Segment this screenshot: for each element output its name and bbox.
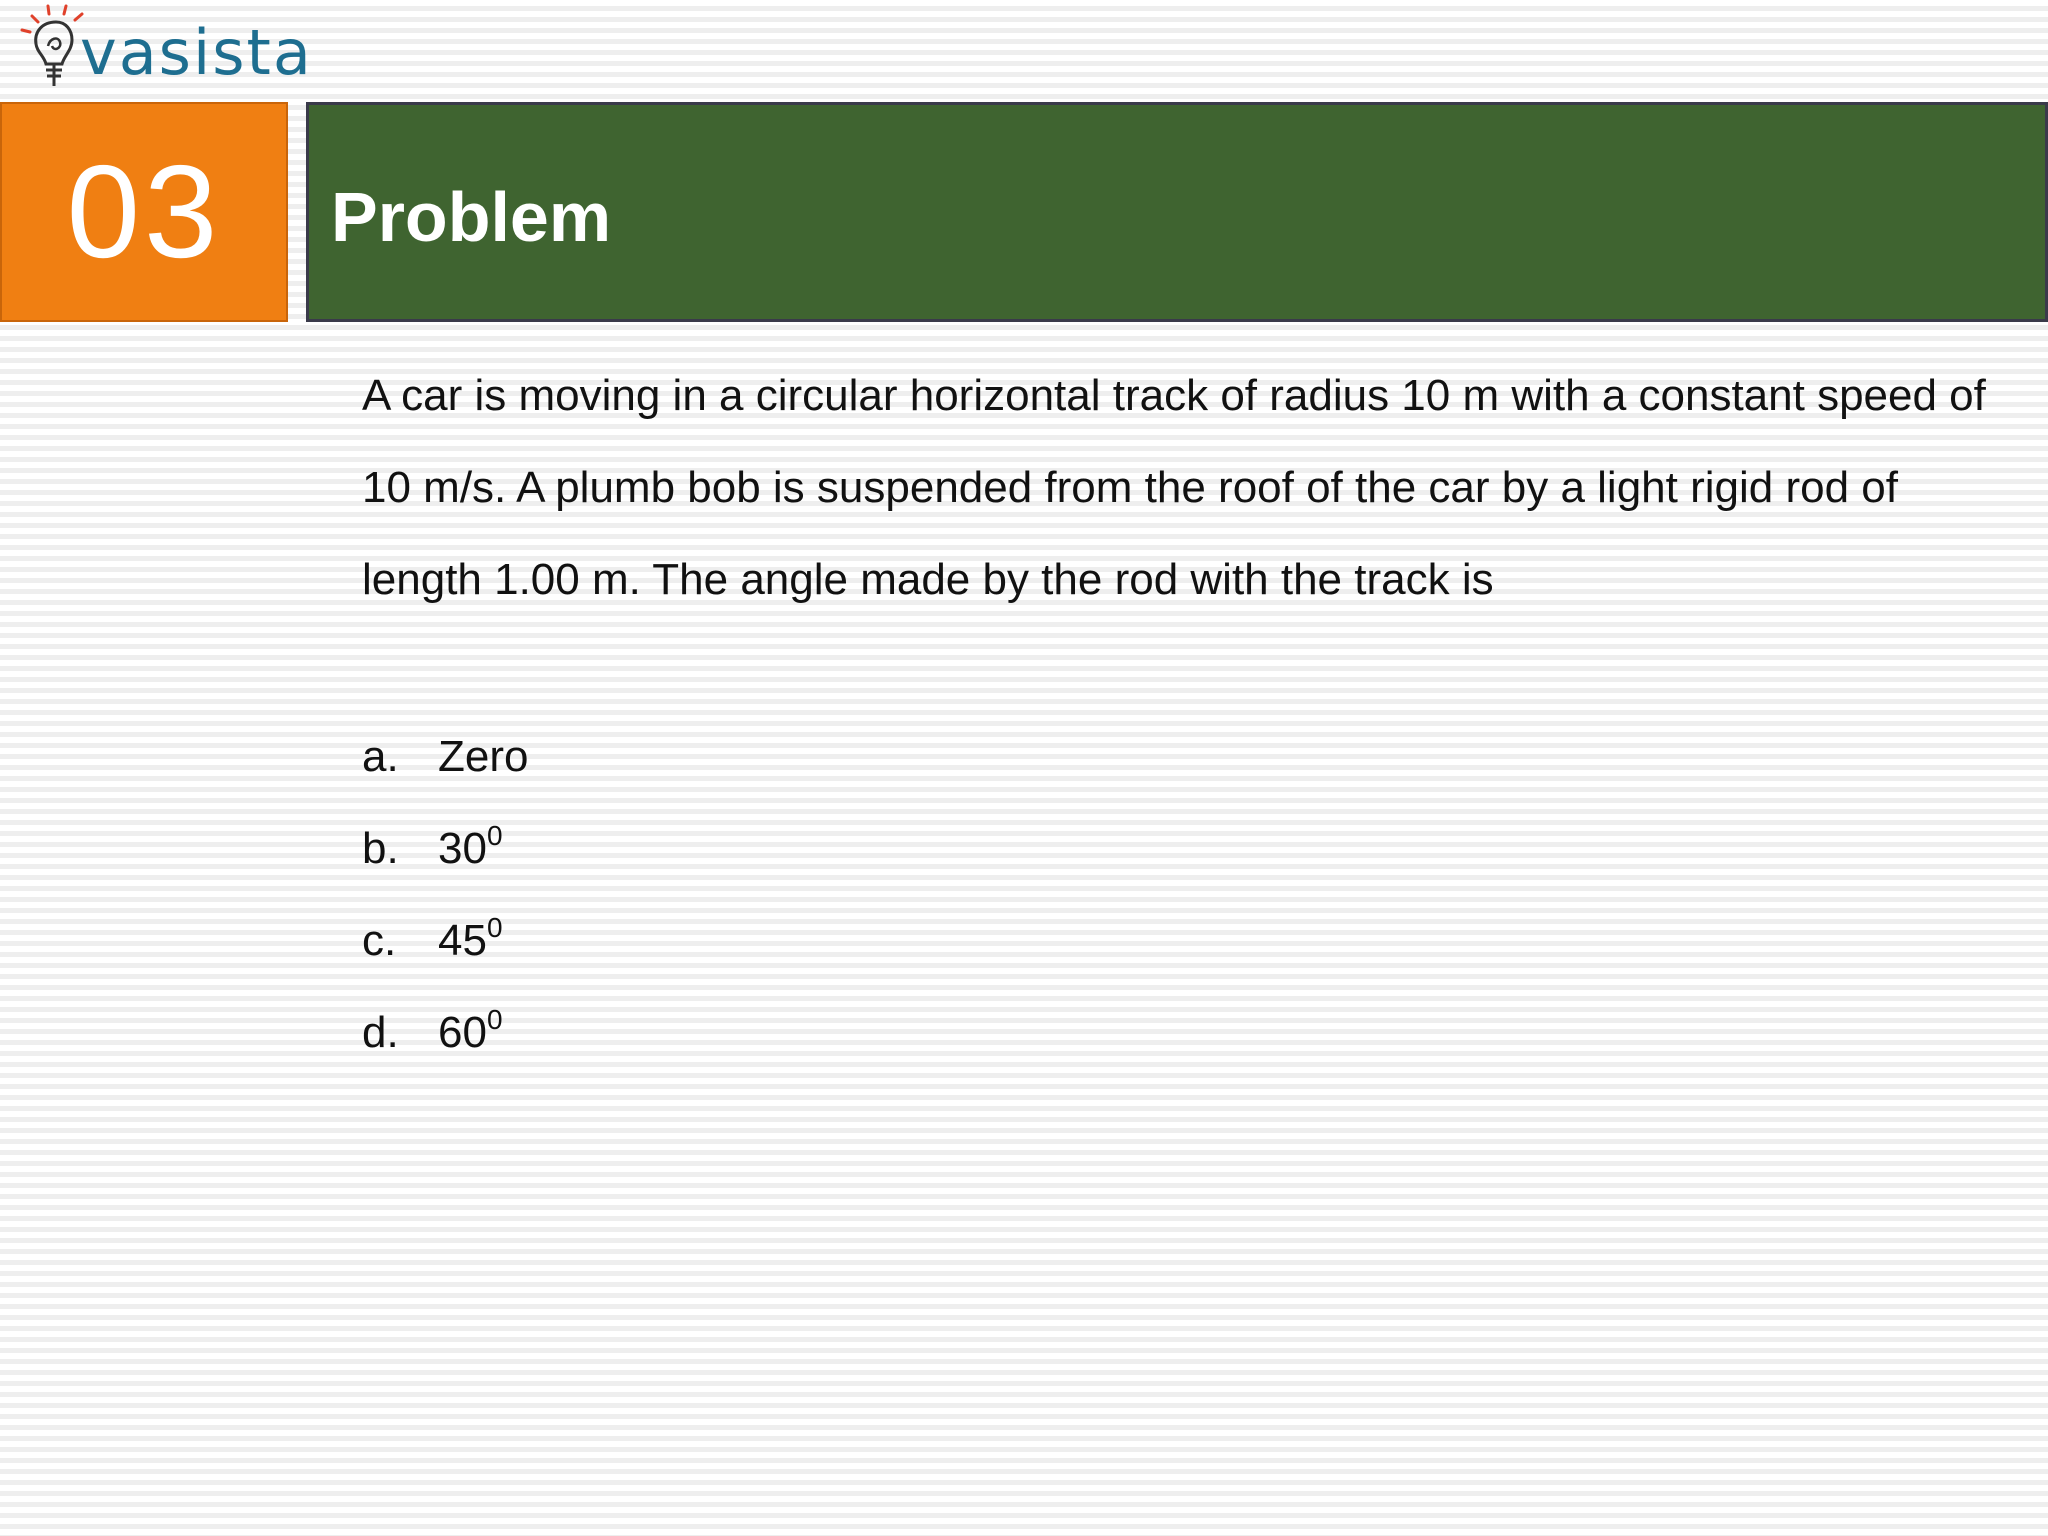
slide-number-box — [0, 102, 288, 322]
question-text: A car is moving in a circular horizontal track of radius 10 m with a constant speed of 10 m/s. A plumb bob is suspended from the roof of the car by a light rigid rod of length 1.00 m. The angle made by the rod with the track is — [362, 371, 1986, 604]
slide-title: Problem — [331, 178, 612, 256]
answer-options — [362, 711, 528, 1079]
option-letter: a. — [362, 732, 399, 781]
option-value: $60^0$ — [438, 1004, 503, 1057]
option-value: $45^0$ — [438, 912, 503, 965]
option-letter: b. — [362, 824, 399, 873]
option-c — [362, 895, 528, 987]
slide-number: 03 — [66, 138, 222, 285]
option-value: Zero — [438, 732, 529, 781]
option-value: $30^0$ — [438, 820, 503, 873]
title-bar — [306, 102, 2048, 322]
option-letter: d. — [362, 1008, 399, 1057]
option-a — [362, 711, 528, 803]
logo-wordmark: vasista — [80, 16, 313, 89]
option-d — [362, 987, 528, 1079]
brand-logo — [18, 2, 313, 98]
option-letter: c. — [362, 916, 397, 965]
option-b — [362, 803, 528, 895]
